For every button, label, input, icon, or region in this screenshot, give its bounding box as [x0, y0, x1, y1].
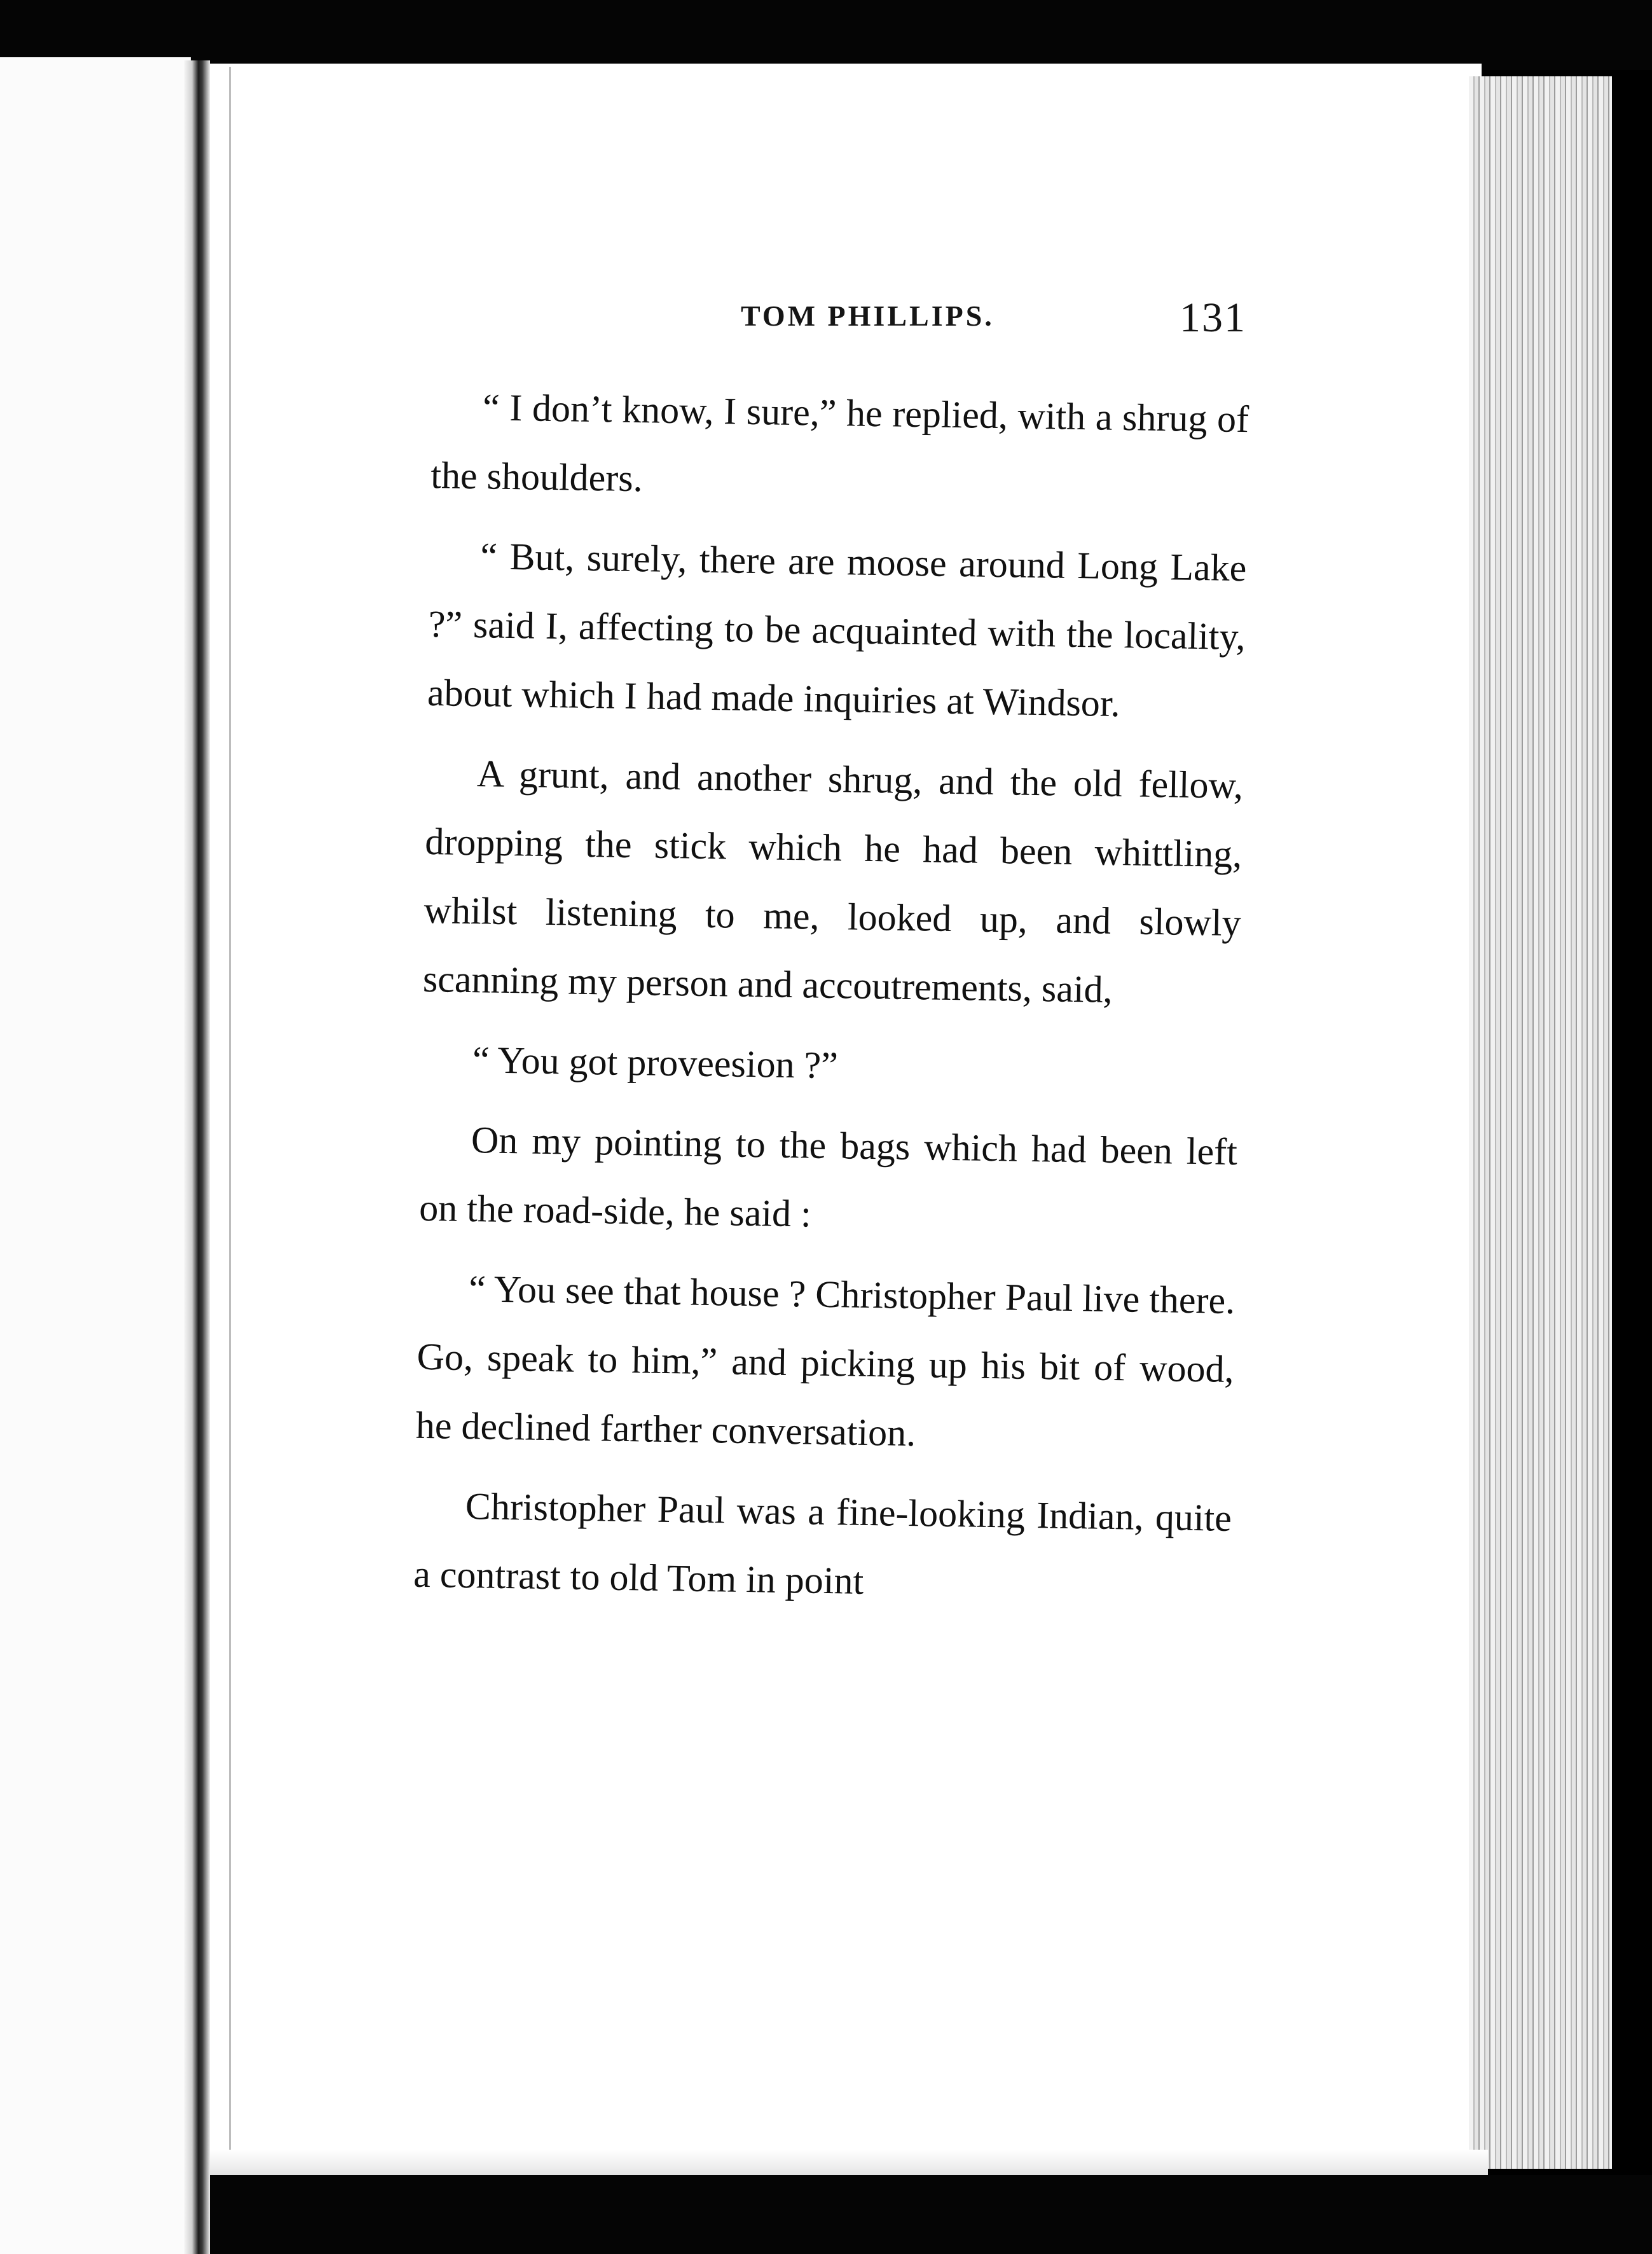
book-gutter	[184, 60, 210, 2254]
paragraph: “ I don’t know, I sure,” he replied, with a shrug of the shoulders.	[430, 386, 1249, 500]
page-edges-stack	[1469, 76, 1615, 2169]
paragraph: “ You got proveesion ?”	[472, 1039, 839, 1087]
page-bottom-shade	[210, 2150, 1488, 2175]
paragraph: “ You see that house ? Christopher Paul live there. Go, speak to him,” and picking up his bit of wood, he declined farther conversation.	[415, 1268, 1236, 1455]
gutter-shadow-line	[229, 67, 231, 2242]
page-number: 131	[1180, 294, 1246, 341]
facing-page-edge	[0, 57, 191, 2254]
paragraph: On my pointing to the bags which had been left on the road-side, he said :	[418, 1119, 1238, 1235]
paragraph: A grunt, and another shrug, and the old fellow, dropping the stick which he had been whittling, whilst listening to me, looked up, and slowly scanning my person and accoutrements, said,	[422, 752, 1244, 1011]
paragraph: “ But, surely, there are moose around Long Lake ?” said I, affecting to be acquainted with the locality, about which I had made inquiries at Windsor.	[427, 535, 1247, 725]
scan-background-right	[1612, 76, 1652, 2254]
body-text	[413, 372, 1249, 1633]
paragraph: Christopher Paul was a fine-looking Indian, quite a contrast to old Tom in point	[413, 1485, 1232, 1602]
scan-background-bottom	[210, 2175, 1652, 2254]
running-head: TOM PHILLIPS.	[741, 300, 995, 332]
scan-background-top	[0, 0, 1652, 70]
